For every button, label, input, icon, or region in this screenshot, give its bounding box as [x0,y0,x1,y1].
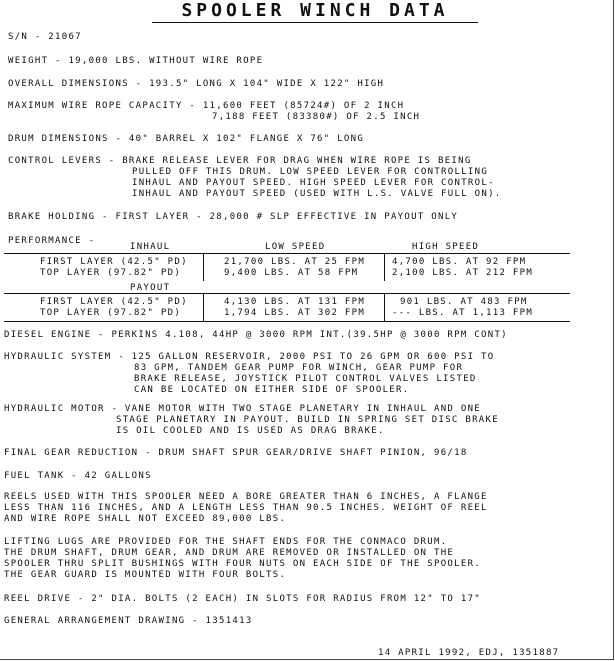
control-levers-line-4: INHAUL AND PAYOUT SPEED (USED WITH L.S. VALVE FULL ON). [132,189,502,199]
inhaul-first-low: 21,700 LBS. AT 25 FPM [224,257,366,267]
hydraulic-motor-line-3: IS OIL COOLED AND IS USED AS DRAG BRAKE. [116,426,385,436]
weight-line: WEIGHT - 19,000 LBS. WITHOUT WIRE ROPE [8,56,264,66]
table-rule-bottom [4,321,570,322]
overall-dimensions-line: OVERALL DIMENSIONS - 193.5" LONG X 104" WIDE X 122" HIGH [8,79,385,89]
control-levers-line-2: PULLED OFF THIS DRUM. LOW SPEED LEVER FOR CONTROLLING [132,167,489,177]
table-divider-payout-2 [384,293,385,321]
payout-first-high: 901 LBS. AT 483 FPM [400,297,528,307]
reels-line-1: REELS USED WITH THIS SPOOLER NEED A BORE GREATER THAN 6 INCHES, A FLANGE [4,492,488,502]
footer-date-ref: 14 APRIL 1992, EDJ, 1351887 [378,648,560,658]
diesel-engine-line: DIESEL ENGINE - PERKINS 4.108, 44HP @ 3000 RPM INT.(39.5HP @ 3000 RPM CONT) [4,330,508,340]
payout-first-layer: FIRST LAYER (42.5" PD) [40,297,188,307]
reels-line-3: AND WIRE ROPE SHALL NOT EXCEED 89,000 LBS. [4,514,287,524]
header-payout: PAYOUT [130,283,171,293]
reel-drive-line: REEL DRIVE - 2" DIA. BOLTS (2 EACH) IN SLOTS FOR RADIUS FROM 12" TO 17" [4,594,482,604]
drum-dimensions-line: DRUM DIMENSIONS - 40" BARREL X 102" FLANGE X 76" LONG [8,134,365,144]
hydraulic-system-line-3: BRAKE RELEASE, JOYSTICK PILOT CONTROL VALVES LISTED [134,374,477,384]
inhaul-first-high: 4,700 LBS. AT 92 FPM [392,257,527,267]
hydraulic-system-line-4: CAN BE LOCATED ON EITHER SIDE OF SPOOLER. [134,385,410,395]
max-capacity-line-1: MAXIMUM WIRE ROPE CAPACITY - 11,600 FEET (85724#) OF 2 INCH [8,101,405,111]
payout-first-low: 4,130 LBS. AT 131 FPM [224,297,366,307]
control-levers-line-1: CONTROL LEVERS - BRAKE RELEASE LEVER FOR DRAG WHEN WIRE ROPE IS BEING [8,156,472,166]
lifting-line-3: SPOOLER THRU SPLIT BUSHINGS WITH FOUR NUTS ON EACH SIDE OF THE SPOOLER. [4,559,482,569]
max-capacity-line-2: 7,188 FEET (83380#) OF 2.5 INCH [212,112,421,122]
brake-holding-line: BRAKE HOLDING - FIRST LAYER - 28,000 # SLP EFFECTIVE IN PAYOUT ONLY [8,212,459,222]
fuel-tank-line: FUEL TANK - 42 GALLONS [4,471,152,481]
payout-top-low: 1,794 LBS. AT 302 FPM [224,308,366,318]
ga-drawing-line: GENERAL ARRANGEMENT DRAWING - 1351413 [4,616,253,626]
reels-line-2: LESS THAN 116 INCHES, AND A LENGTH LESS THAN 90.5 INCHES. WEIGHT OF REEL [4,503,488,513]
header-high-speed: HIGH SPEED [412,242,480,252]
final-gear-line: FINAL GEAR REDUCTION - DRUM SHAFT SPUR GEAR/DRIVE SHAFT PINION, 96/18 [4,448,468,458]
payout-top-layer: TOP LAYER (97.82" PD) [40,308,182,318]
inhaul-top-low: 9,400 LBS. AT 58 FPM [224,268,359,278]
inhaul-first-layer: FIRST LAYER (42.5" PD) [40,257,188,267]
hydraulic-motor-line-2: STAGE PLANETARY IN PAYOUT. BUILD IN SPRING SET DISC BRAKE [116,415,499,425]
table-divider-payout-1 [203,293,204,321]
control-levers-line-3: INHAUL AND PAYOUT SPEED. HIGH SPEED LEVER FOR CONTROL- [132,178,495,188]
hydraulic-system-line-2: 83 GPM, TANDEM GEAR PUMP FOR WINCH, GEAR PUMP FOR [134,363,464,373]
hydraulic-system-line-1: HYDRAULIC SYSTEM - 125 GALLON RESERVOIR, 2000 PSI TO 26 GPM OR 600 PSI TO [4,352,495,362]
inhaul-top-high: 2,100 LBS. AT 212 FPM [392,268,534,278]
payout-top-high: --- LBS. AT 1,113 FPM [392,308,534,318]
header-low-speed: LOW SPEED [265,242,326,252]
table-rule-middle [4,293,570,294]
lifting-line-2: THE DRUM SHAFT, DRUM GEAR, AND DRUM ARE REMOVED OR INSTALLED ON THE [4,548,455,558]
hydraulic-motor-line-1: HYDRAULIC MOTOR - VANE MOTOR WITH TWO STAGE PLANETARY IN INHAUL AND ONE [4,404,482,414]
lifting-line-1: LIFTING LUGS ARE PROVIDED FOR THE SHAFT ENDS FOR THE CONMACO DRUM. [4,537,448,547]
lifting-line-4: THE GEAR GUARD IS MOUNTED WITH FOUR BOLTS. [4,570,287,580]
document-title: SPOOLER WINCH DATA [152,0,478,23]
performance-label: PERFORMANCE - [8,236,96,246]
table-divider-inhaul-1 [203,253,204,281]
inhaul-top-layer: TOP LAYER (97.82" PD) [40,268,182,278]
table-divider-inhaul-2 [384,253,385,281]
table-rule-top [4,253,570,254]
serial-number: S/N - 21067 [8,32,82,42]
header-inhaul: INHAUL [130,242,171,252]
